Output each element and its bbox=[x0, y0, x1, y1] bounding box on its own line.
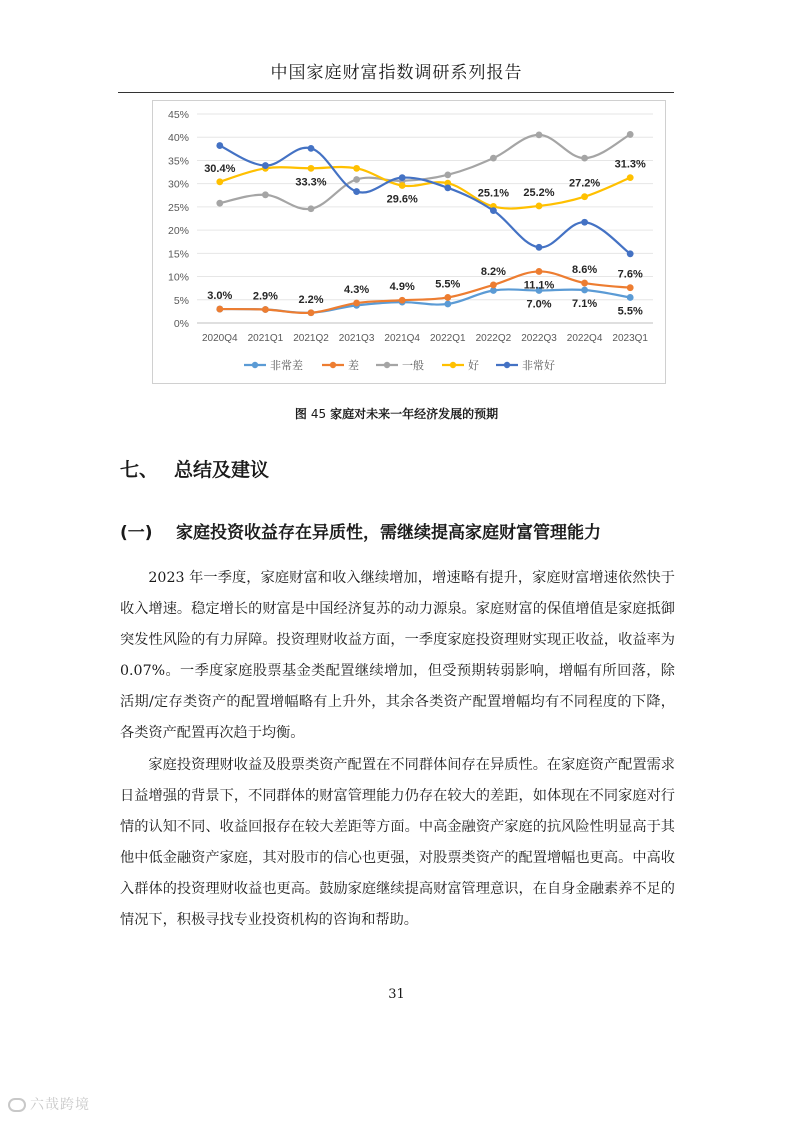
series-point bbox=[627, 294, 634, 301]
series-point bbox=[581, 155, 588, 162]
series-point bbox=[353, 188, 360, 195]
data-label: 25.2% bbox=[523, 186, 555, 199]
series-point bbox=[627, 131, 634, 138]
series-point bbox=[581, 219, 588, 226]
series-point bbox=[490, 155, 497, 162]
data-label: 25.1% bbox=[477, 187, 510, 200]
data-label: 5.5% bbox=[435, 278, 461, 291]
series-point bbox=[399, 174, 406, 181]
data-label: 27.2% bbox=[568, 177, 601, 190]
data-label: 5.5% bbox=[617, 305, 643, 318]
data-label: 8.6% bbox=[572, 264, 598, 277]
paragraph-2: 家庭投资理财收益及股票类资产配置在不同群体间存在异质性。在家庭资产配置需求日益增强的背景下，不同群体的财富管理能力仍存在较大的差距，如体现在不同家庭对行情的认知不同、收益回报存在较大差距等方面。中高金融资产家庭的抗风险性明显高于其他中低金融资产家庭，其对股市的信心也更强，对股票类资产的配置增幅也更高。中高收入群体的投资理财收益也更高。鼓励家庭继续提高财富管理意识，在自身金融素养不足的情况下，积极寻找专业投资机构的咨询和帮助。 bbox=[120, 757, 675, 928]
data-label: 11.1% bbox=[523, 279, 555, 292]
data-label: 4.9% bbox=[389, 281, 415, 294]
series-point bbox=[308, 165, 315, 172]
section-title: 总结及建议 bbox=[174, 459, 270, 481]
watermark bbox=[8, 1094, 90, 1114]
y-tick-label: 15% bbox=[167, 248, 189, 261]
legend-swatch-marker bbox=[504, 362, 510, 368]
data-label: 30.4% bbox=[204, 162, 236, 175]
data-label: 33.3% bbox=[295, 176, 327, 189]
series-point bbox=[627, 250, 634, 257]
x-tick-label: 2022Q2 bbox=[475, 333, 512, 344]
data-label: 31.3% bbox=[614, 158, 646, 171]
series-point bbox=[308, 205, 315, 212]
legend-label: 非常好 bbox=[522, 360, 555, 372]
series-point bbox=[627, 174, 634, 181]
x-tick-label: 2020Q4 bbox=[202, 333, 238, 344]
y-tick-label: 0% bbox=[173, 318, 189, 330]
series-point bbox=[536, 268, 543, 275]
section-index: 七、 bbox=[120, 459, 159, 481]
series-point bbox=[216, 178, 223, 185]
series-point bbox=[490, 282, 497, 289]
series-point bbox=[581, 280, 588, 287]
series-point bbox=[353, 165, 360, 172]
x-tick-label: 2021Q2 bbox=[293, 333, 329, 344]
series-line-0 bbox=[220, 289, 630, 312]
series-point bbox=[444, 301, 451, 308]
x-tick-label: 2021Q3 bbox=[338, 333, 375, 344]
series-point bbox=[444, 171, 451, 178]
series-line-2 bbox=[220, 134, 630, 209]
y-tick-label: 40% bbox=[167, 132, 189, 145]
chart-container bbox=[152, 100, 666, 384]
series-point bbox=[216, 306, 223, 313]
series-point bbox=[216, 200, 223, 207]
watermark-logo-icon bbox=[8, 1098, 26, 1112]
data-label: 4.3% bbox=[344, 284, 370, 297]
series-point bbox=[262, 191, 269, 198]
series-point bbox=[399, 182, 406, 189]
y-tick-label: 35% bbox=[167, 155, 189, 168]
subsection-index: (一) bbox=[120, 523, 153, 543]
series-point bbox=[308, 309, 315, 316]
figure-caption bbox=[0, 405, 793, 422]
data-label: 8.2% bbox=[480, 265, 506, 278]
legend-label: 非常差 bbox=[270, 360, 303, 372]
y-tick-label: 5% bbox=[173, 294, 189, 307]
figure-number: 45 bbox=[310, 407, 327, 421]
series-point bbox=[490, 207, 497, 214]
y-tick-label: 45% bbox=[167, 109, 189, 121]
legend-swatch-marker bbox=[384, 362, 390, 368]
x-tick-label: 2021Q4 bbox=[384, 333, 420, 344]
series-point bbox=[308, 145, 315, 152]
legend-label: 差 bbox=[348, 360, 359, 372]
data-label: 7.1% bbox=[572, 298, 598, 311]
legend-swatch-marker bbox=[450, 362, 456, 368]
x-tick-label: 2022Q1 bbox=[430, 333, 466, 344]
x-tick-label: 2022Q3 bbox=[521, 333, 557, 344]
series-point bbox=[399, 297, 406, 304]
legend-swatch-marker bbox=[330, 362, 336, 368]
data-label: 29.6% bbox=[386, 193, 418, 206]
figure-label: 图 bbox=[294, 407, 307, 421]
x-tick-label: 2021Q1 bbox=[247, 333, 284, 344]
series-point bbox=[444, 294, 451, 301]
paragraph-1: 2023 年一季度，家庭财富和收入继续增加，增速略有提升，家庭财富增速依然快于收入增速。稳定增长的财富是中国经济复苏的动力源泉。家庭财富的保值增值是家庭抵御突发性风险的有力屏障。投资理财收益方面，一季度家庭投资理财实现正收益，收益率为 0.07%。一季度家庭股票基金类配置继续增加，但受预期转弱影响，增幅有所回落，除活期/定存类资产的配置增幅略有上升外，其余各类资产配置增幅均有不同程度的下降，各类资产配置再次趋于均衡。 bbox=[120, 570, 675, 741]
series-point bbox=[581, 287, 588, 294]
series-point bbox=[581, 193, 588, 200]
page-header-title: 中国家庭财富指数调研系列报告 bbox=[270, 63, 523, 83]
y-tick-label: 20% bbox=[167, 225, 189, 238]
figure-caption-text: 家庭对未来一年经济发展的预期 bbox=[330, 407, 499, 421]
series-point bbox=[536, 132, 543, 139]
data-label: 2.9% bbox=[252, 290, 278, 303]
legend-label: 一般 bbox=[402, 360, 424, 372]
subsection-heading bbox=[120, 518, 601, 543]
series-point bbox=[627, 284, 634, 291]
series-point bbox=[353, 300, 360, 307]
series-point bbox=[536, 244, 543, 251]
series-point bbox=[444, 184, 451, 191]
page-number: 31 bbox=[388, 987, 405, 1002]
subsection-title: 家庭投资收益存在异质性，需继续提高家庭财富管理能力 bbox=[176, 523, 601, 543]
watermark-text: 六哉跨境 bbox=[30, 1097, 90, 1113]
header-divider bbox=[118, 92, 674, 93]
data-label: 7.6% bbox=[617, 268, 643, 281]
data-label: 7.0% bbox=[526, 298, 552, 311]
x-tick-label: 2023Q1 bbox=[612, 333, 648, 344]
legend-label: 好 bbox=[468, 360, 479, 372]
series-point bbox=[353, 176, 360, 183]
y-tick-label: 30% bbox=[167, 178, 189, 191]
legend-swatch-marker bbox=[252, 362, 258, 368]
series-point bbox=[216, 142, 223, 149]
data-label: 3.0% bbox=[207, 290, 233, 303]
series-point bbox=[262, 162, 269, 169]
section-heading bbox=[120, 455, 269, 482]
series-point bbox=[262, 306, 269, 313]
y-tick-label: 25% bbox=[167, 201, 189, 214]
data-label: 2.2% bbox=[298, 293, 324, 306]
series-point bbox=[536, 203, 543, 210]
y-tick-label: 10% bbox=[167, 271, 189, 284]
x-tick-label: 2022Q4 bbox=[566, 333, 603, 344]
series-line-1 bbox=[220, 271, 630, 313]
line-chart bbox=[153, 101, 665, 383]
